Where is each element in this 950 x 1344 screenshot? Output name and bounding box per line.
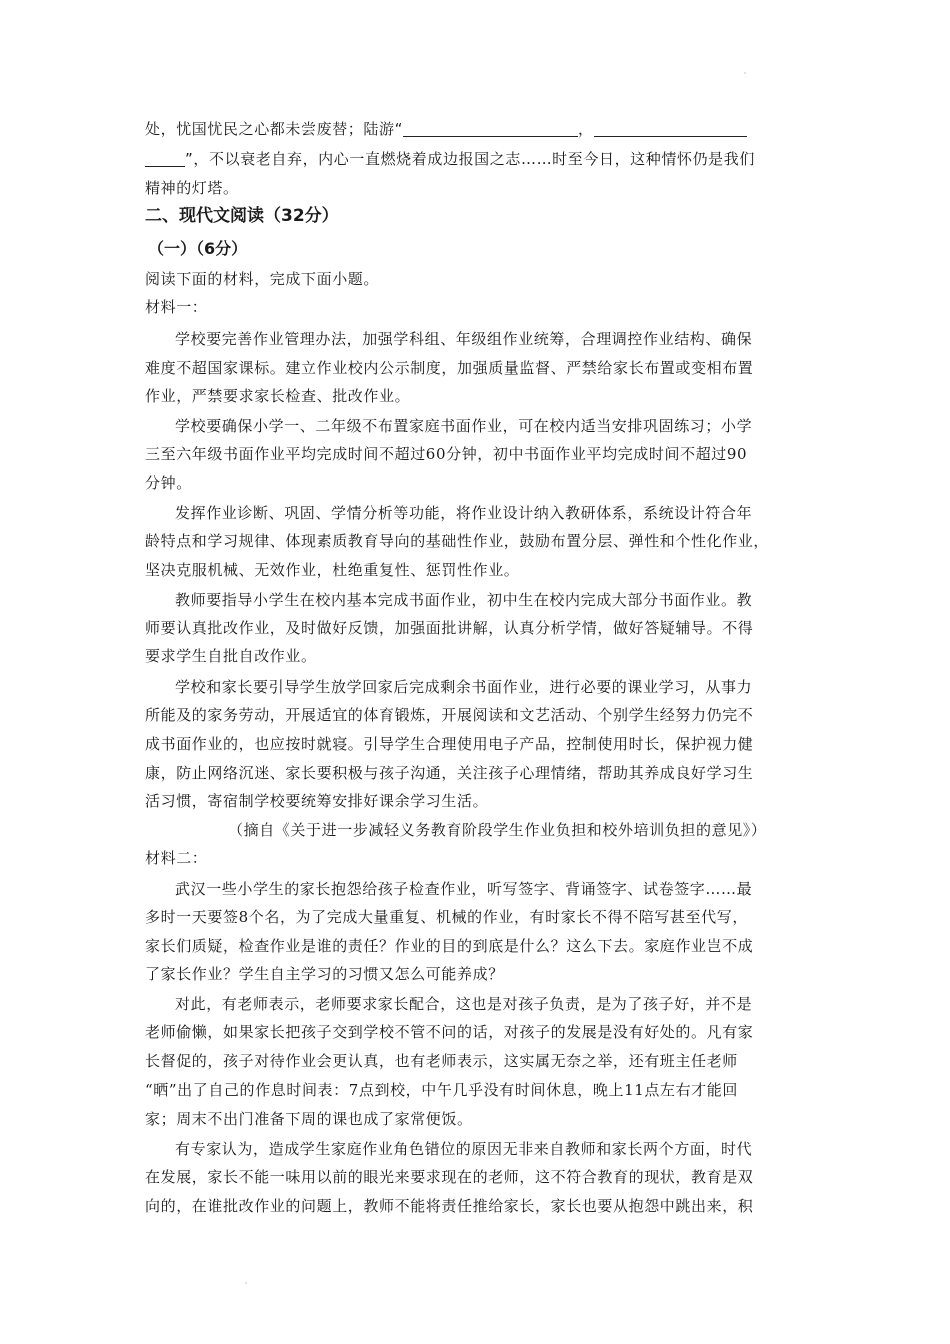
paragraph-line: 多时一天要签8个名，为了完成大量重复、机械的作业，有时家长不得不陪写甚至代写， — [145, 908, 748, 926]
intro-comma: ， — [577, 120, 594, 138]
paragraph-line: 要求学生自批自改作业。 — [145, 647, 317, 665]
intro-line-2 — [145, 148, 805, 170]
section-title: 二、现代文阅读（32分） — [145, 206, 339, 226]
intro-line-3: 精神的灯塔。 — [145, 179, 239, 197]
paragraph-line: 三至六年级书面作业平均完成时间不超过60分钟，初中书面作业平均完成时间不超过90 — [145, 445, 748, 463]
paragraph-line: 康，防止网络沉迷、家长要积极与孩子沟通，关注孩子心理情绪，帮助其养成良好学习生 — [145, 764, 754, 782]
paragraph-line: 活习惯，寄宿制学校要统筹安排好课余学习生活。 — [145, 792, 489, 810]
paragraph-line: 了家长作业？学生自主学习的习惯又怎么可能养成？ — [145, 965, 504, 983]
material1-source: （摘自《关于进一步减轻义务教育阶段学生作业负担和校外培训负担的意见》） — [228, 821, 767, 839]
paragraph-line: 分钟。 — [145, 474, 192, 492]
subsection-title: （一）（6分） — [148, 239, 248, 258]
paragraph-line: 向的，在谁批改作业的问题上，教师不能将责任推给家长，家长也要从抱怨中跳出来，积 — [145, 1197, 754, 1215]
paragraph-line: 难度不超国家课标。建立作业校内公示制度，加强质量监督、严禁给家长布置或变相布置 — [145, 359, 754, 377]
paragraph-line: 师要认真批改作业，及时做好反馈，加强面批讲解，认真分析学情，做好答疑辅导。不得 — [145, 619, 754, 637]
paragraph-line: 作业，严禁要求家长检查、批改作业。 — [145, 387, 411, 405]
paragraph-line: 学校要完善作业管理办法，加强学科组、年级组作业统筹，合理调控作业结构、确保 — [175, 330, 753, 348]
intro-text: ”，不以衰老自弃，内心一直燃烧着成边报国之志……时至今日，这种情怀仍是我们 — [185, 150, 755, 168]
paragraph-line: 老师偷懒，如果家长把孩子交到学校不管不问的话，对孩子的发展是没有好处的。凡有家 — [145, 1023, 754, 1041]
intro-line-1 — [145, 118, 805, 140]
scan-speck — [744, 72, 746, 74]
paragraph-line: 在发展，家长不能一味用以前的眼光来要求现在的老师，这不符合教育的现状，教育是双 — [145, 1168, 754, 1186]
paragraph-line: 坚决克服机械、无效作业，杜绝重复性、惩罚性作业。 — [145, 561, 520, 579]
instruction: 阅读下面的材料，完成下面小题。 — [145, 270, 380, 288]
paragraph-line: 教师要指导小学生在校内基本完成书面作业，初中生在校内完成大部分书面作业。教 — [175, 591, 753, 609]
paragraph-line: 长督促的，孩子对待作业会更认真，也有老师表示，这实属无奈之举，还有班主任老师 — [145, 1052, 738, 1070]
paragraph-line: 武汉一些小学生的家长抱怨给孩子检查作业，听写签字、背诵签字、试卷签字……最 — [175, 880, 753, 898]
paragraph-line: 成书面作业的，也应按时就寝。引导学生合理使用电子产品，控制使用时长，保护视力健 — [145, 735, 754, 753]
material1-label: 材料一： — [145, 298, 208, 316]
material2-label: 材料二： — [145, 849, 208, 867]
paragraph-line: “晒”出了自己的作息时间表：7点到校，中午几乎没有时间休息，晚上11点左右才能回 — [145, 1081, 738, 1099]
paragraph-line: 龄特点和学习规律、体现素质教育导向的基础性作业，鼓励布置分层、弹性和个性化作业， — [145, 532, 770, 550]
paragraph-line: 所能及的家务劳动，开展适宜的体育锻炼，开展阅读和文艺活动、个别学生经努力仍完不 — [145, 706, 754, 724]
paragraph-line: 学校要确保小学一、二年级不布置家庭书面作业，可在校内适当安排巩固练习；小学 — [175, 417, 753, 435]
paragraph-line: 学校和家长要引导学生放学回家后完成剩余书面作业，进行必要的课业学习，从事力 — [175, 678, 753, 696]
answer-blank[interactable] — [403, 120, 578, 137]
paragraph-line: 发挥作业诊断、巩固、学情分析等功能，将作业设计纳入教研体系，系统设计符合年 — [175, 504, 753, 522]
paragraph-line: 有专家认为，造成学生家庭作业角色错位的原因无非来自教师和家长两个方面，时代 — [175, 1140, 753, 1158]
paragraph-line: 对此，有老师表示，老师要求家长配合，这也是对孩子负责，是为了孩子好，并不是 — [175, 995, 753, 1013]
answer-blank[interactable] — [145, 150, 185, 167]
paragraph-line: 家；周末不出门准备下周的课也成了家常便饭。 — [145, 1110, 473, 1128]
answer-blank[interactable] — [594, 120, 747, 137]
paragraph-line: 家长们质疑，检查作业是谁的责任？作业的目的到底是什么？这么下去。家庭作业岂不成 — [145, 937, 754, 955]
scan-speck — [245, 1282, 247, 1284]
intro-text: 处，忧国忧民之心都未尝废替；陆游“ — [145, 120, 403, 138]
